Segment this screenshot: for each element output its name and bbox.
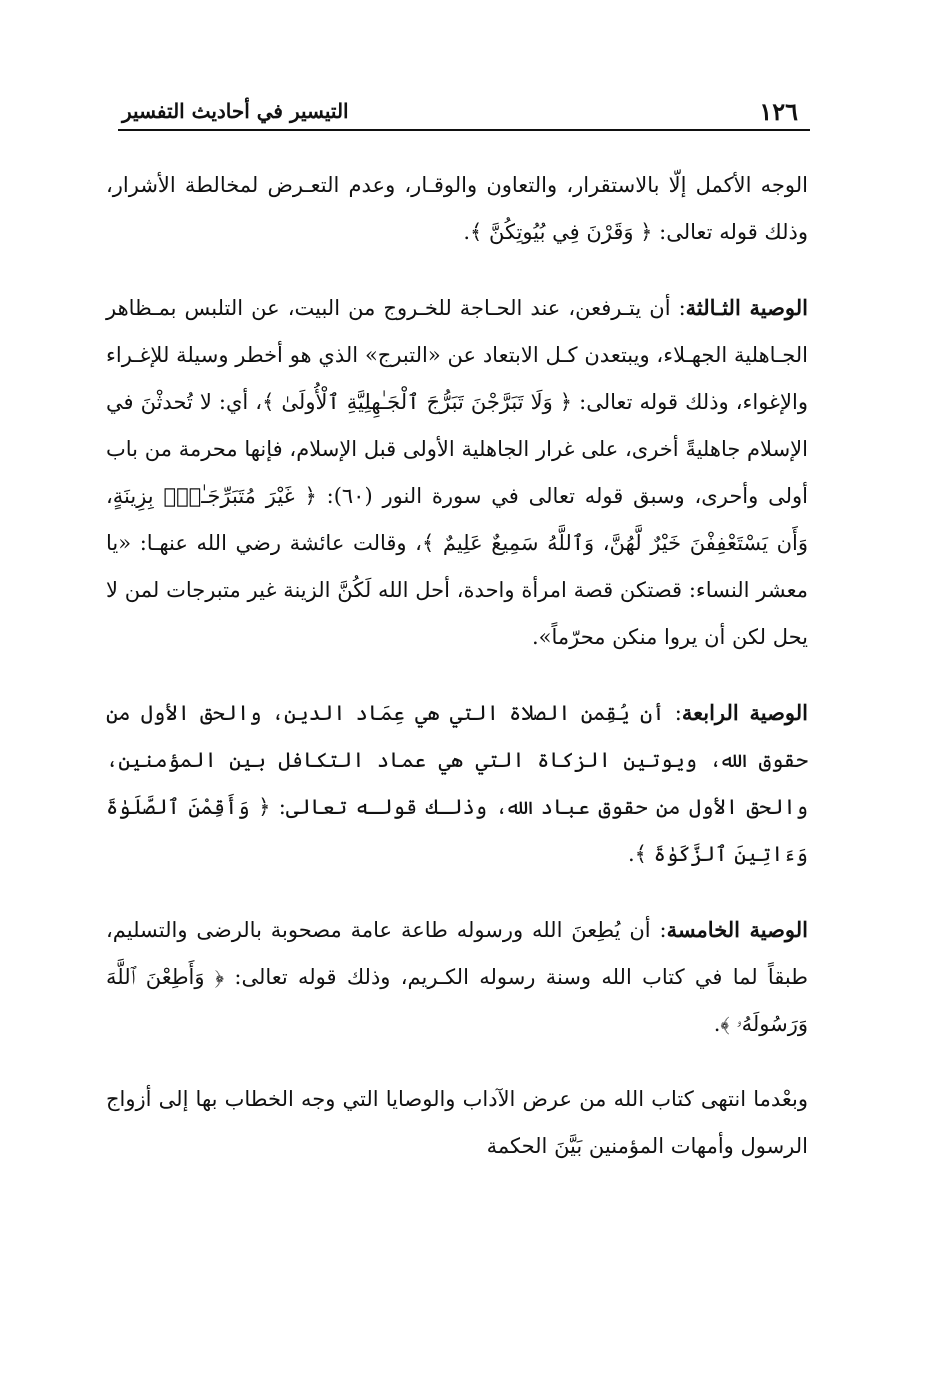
- paragraph-third-advice: [106, 284, 808, 661]
- paragraph-intro: [106, 162, 808, 256]
- page-number: ١٢٦: [759, 97, 798, 126]
- paragraph-text: وبعْدما انتهى كتاب الله من عرض الآداب والوصايا التي وجه الخطاب بها إلى أزواج الرسول وأمهات المؤمنين بَيَّنَ الحكمة: [106, 1087, 808, 1158]
- paragraph-text: : أن يتـرفعن، عند الحـاجة للخـروج من البيت، عن التلبس بمـظاهر الجـاهلية الجهـلاء، ويبتعدن كـل الابتعاد عن «التبرج» الذي هو أخطر وسيلة للإغـراء والإغواء، وذلك قوله تعالى: ﴿ وَلَا تَبَرَّجْنَ تَبَرُّجَ ٱلْجَـٰهِلِيَّةِ ٱلْأُولَىٰ ﴾، أي: لا تُحدثْنَ في الإسلام جاهليةً أخرى، على غرار الجاهلية الأولى قبل الإسلام، فإنها محرمة من باب أولى وأحرى، وسبق قوله تعالى في سورة النور (٦٠): ﴿ غَيْرَ مُتَبَرِّجَـٰتٍۭ بِزِينَةٍ، وَأَن يَسْتَعْفِفْنَ خَيْرٌ لَّهُنَّ، وَٱللَّهُ سَمِيعٌ عَلِيمٌ ﴾، وقالت عائشة رضي الله عنهـا: «يا معشر النساء: قصتكن قصة امرأة واحدة، أحل الله لَكُنَّ الزينة غير متبرجات لمن لا يحل لكن أن يروا منكن محرّماً».: [106, 296, 808, 649]
- paragraph-heading: الوصية الرابعة: [681, 700, 808, 725]
- paragraph-text: : أن يُطِعنَ الله ورسوله طاعة عامة مصحوبة بالرضى والتسليم، طبقاً لما في كتاب الله وسنة رسوله الكـريم، وذلك قوله تعالى: ﴿ وَأَطِعْنَ ٱللَّهَ وَرَسُولَهُۥ ﴾.: [106, 918, 808, 1036]
- header-rule: [118, 129, 810, 131]
- paragraph-fifth-advice: [106, 906, 808, 1048]
- paragraph-heading: الوصية الثـالثة: [685, 295, 808, 320]
- page-header: [118, 95, 810, 131]
- paragraph-fourth-advice: [106, 689, 808, 878]
- paragraph-text: : أن يُقِمن الصلاة التي هي عِمَاد الدين، والحق الأول من حقوق الله، ويوتين الزكاة التي هي عماد التكافل بين المؤمنين، والحق الأول من حقوق عباد الله، وذلـك قولـه تعالى: ﴿ وَأَقِمْنَ ٱلصَّلَوٰةَ وَءَاتِينَ ٱلزَّكَوٰةَ ﴾.: [106, 701, 808, 866]
- paragraph-text: الوجه الأكمل إلّا بالاستقرار، والتعاون والوقـار، وعدم التعـرض لمخالطة الأشرار، وذلك قوله تعالى: ﴿ وَقَرْنَ فِي بُيُوتِكُنَّ ﴾.: [106, 173, 808, 244]
- body-text: [106, 162, 808, 1170]
- paragraph-heading: الوصية الخامسة: [666, 917, 809, 942]
- running-title: التيسير في أحاديث التفسير: [122, 99, 349, 123]
- paragraph-closing: [106, 1076, 808, 1170]
